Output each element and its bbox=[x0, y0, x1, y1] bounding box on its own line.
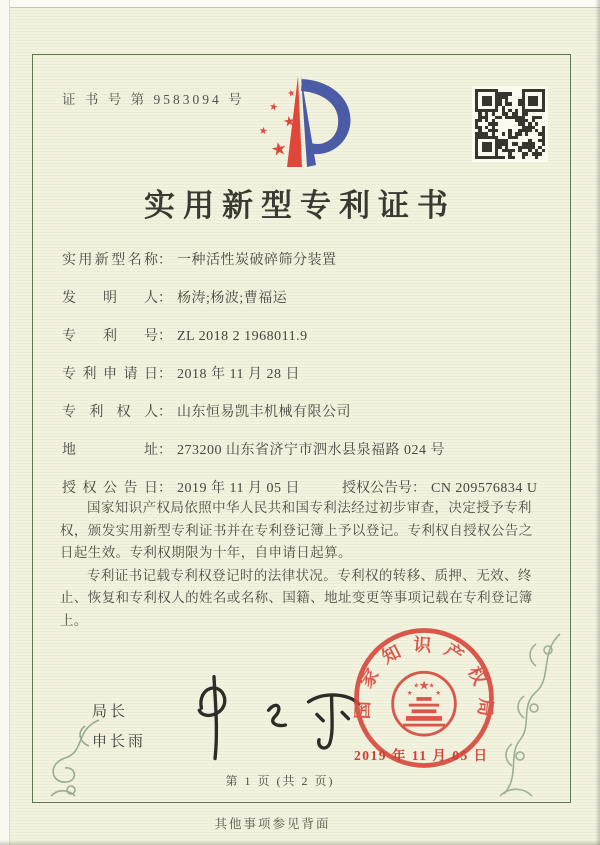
field-value: 273200 山东省济宁市泗水县泉福路 024 号 bbox=[177, 443, 445, 458]
field-label: 专利申请日 bbox=[62, 367, 158, 382]
svg-text:★: ★ bbox=[268, 101, 279, 114]
national-emblem-icon bbox=[393, 672, 456, 735]
certificate-title: 实用新型专利证书 bbox=[144, 188, 456, 223]
field-colon: ： bbox=[158, 481, 172, 496]
certificate-number: 证 书 号 第 9583094 号 bbox=[62, 92, 245, 107]
field-colon: ： bbox=[158, 367, 172, 382]
signer-name: 申长雨 bbox=[92, 734, 147, 750]
field-value: CN 209576834 U bbox=[430, 481, 538, 496]
svg-text:★: ★ bbox=[418, 678, 430, 693]
field-utility-model-name bbox=[62, 250, 542, 271]
legal-paragraph-2: 专利证书记载专利权登记时的法律状况。专利权的转移、质押、无效、终止、恢复和专利权人的姓名或名称、国籍、地址变更等事项记载在专利登记簿上。 bbox=[60, 567, 533, 628]
qr-code bbox=[472, 86, 548, 162]
field-patent-number bbox=[62, 326, 542, 347]
field-label: 发明人 bbox=[62, 291, 158, 306]
page-number-footer: 第 1 页 (共 2 页) bbox=[225, 774, 335, 788]
field-inventors bbox=[62, 288, 542, 309]
field-colon: ： bbox=[158, 443, 172, 458]
svg-text:★: ★ bbox=[435, 690, 442, 698]
back-side-note: 其他事项参见背面 bbox=[214, 817, 331, 831]
svg-text:★: ★ bbox=[282, 114, 297, 131]
field-label: 专利号 bbox=[62, 329, 158, 344]
seal-text: 国家知识产权局 bbox=[352, 634, 497, 729]
field-grant-number bbox=[342, 478, 538, 499]
field-colon: ： bbox=[158, 329, 172, 344]
field-patentee bbox=[62, 402, 542, 423]
field-label: 授权公告日 bbox=[62, 481, 158, 496]
field-label: 专利权人 bbox=[62, 405, 158, 420]
scan-edge-left bbox=[0, 0, 10, 845]
field-label: 授权公告号 bbox=[341, 481, 412, 496]
svg-text:★: ★ bbox=[258, 125, 269, 138]
svg-text:★: ★ bbox=[269, 137, 289, 161]
field-colon: ： bbox=[158, 291, 172, 306]
field-value: 一种活性炭破碎筛分装置 bbox=[177, 253, 337, 268]
field-label: 地址 bbox=[62, 443, 158, 458]
legal-text bbox=[60, 497, 544, 632]
field-grant-row bbox=[62, 478, 542, 499]
signer-title: 局长 bbox=[92, 704, 129, 720]
field-value: 杨涛;杨波;曹福运 bbox=[177, 291, 288, 306]
scan-edge-right bbox=[595, 0, 600, 845]
field-address bbox=[62, 440, 542, 461]
field-label: 实用新型名称 bbox=[62, 253, 158, 268]
seal-date: 2019 年 11 月 05 日 bbox=[354, 748, 489, 763]
certificate-fields bbox=[62, 250, 542, 499]
cnipa-logo-icon bbox=[240, 70, 360, 175]
svg-text:★: ★ bbox=[428, 682, 435, 690]
svg-text:★: ★ bbox=[413, 682, 420, 690]
field-colon: ： bbox=[158, 405, 172, 420]
legal-paragraph-1: 国家知识产权局依照中华人民共和国专利法经过初步审查，决定授予专利权，颁发实用新型专利证书并在专利登记簿上予以登记。专利权自授权公告之日起生效。专利权期限为十年，自申请日起算。 bbox=[60, 500, 533, 560]
field-colon: ： bbox=[158, 253, 172, 268]
field-value: 山东恒易凯丰机械有限公司 bbox=[177, 405, 351, 420]
scan-edge-bottom bbox=[0, 840, 600, 845]
field-colon: ： bbox=[411, 481, 426, 496]
svg-text:★: ★ bbox=[286, 87, 297, 99]
field-value: ZL 2018 2 1968011.9 bbox=[177, 329, 308, 344]
field-value: 2018 年 11 月 28 日 bbox=[177, 367, 300, 382]
svg-text:★: ★ bbox=[406, 690, 413, 698]
field-grant-date bbox=[62, 478, 300, 499]
field-value: 2019 年 11 月 05 日 bbox=[177, 481, 300, 496]
scan-edge-top bbox=[0, 0, 600, 8]
field-application-date bbox=[62, 364, 542, 385]
